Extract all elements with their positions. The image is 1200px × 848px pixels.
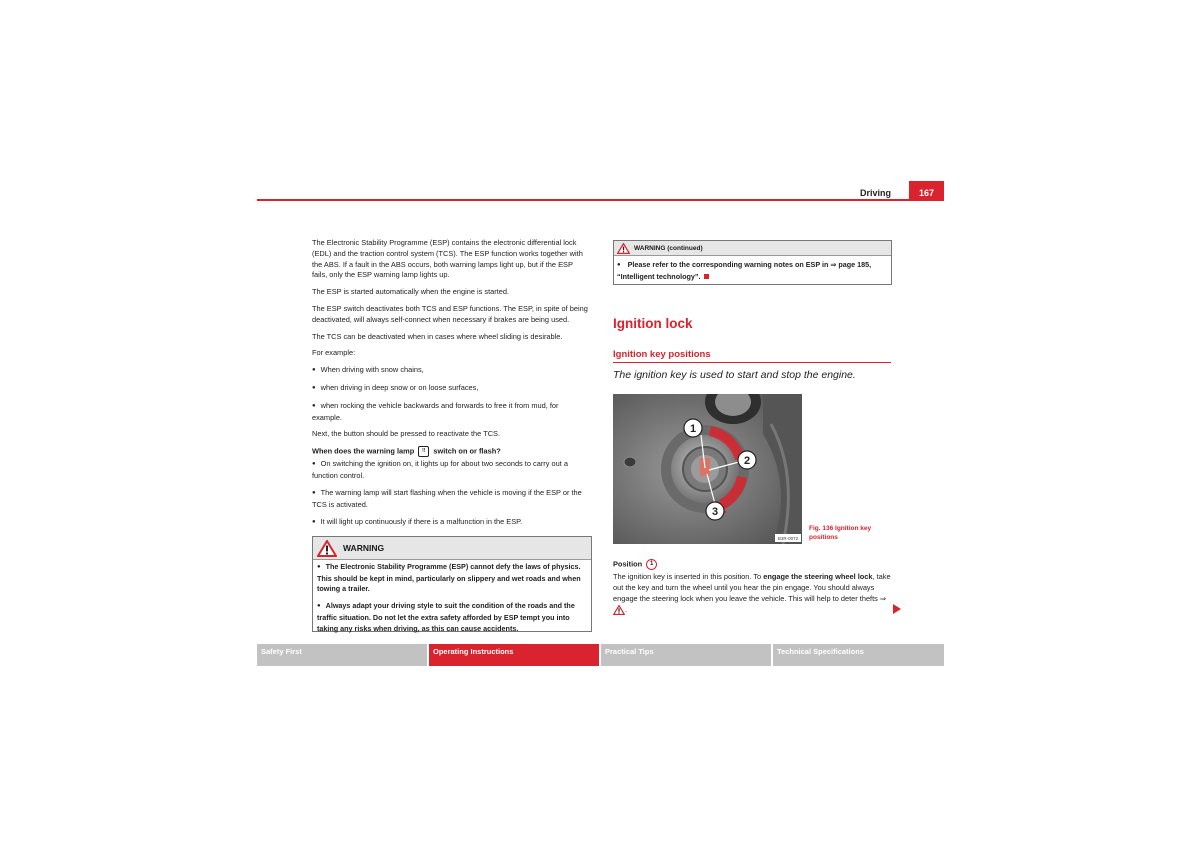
footer-tab-practical-tips[interactable]: Practical Tips <box>601 644 771 666</box>
warning-triangle-icon <box>617 243 630 254</box>
warning-continued-box <box>613 240 892 285</box>
warning-item: ● Please refer to the corresponding warning notes on ESP in ⇒ page 185, “Intelligent technology”. <box>617 260 888 282</box>
position-heading: Position 1 <box>613 559 895 570</box>
end-marker-icon <box>704 274 709 279</box>
paragraph: The Electronic Stability Programme (ESP) contains the electronic differential lock (EDL) and the traction control system (TCS). The ESP function works together with the ABS. If a fault in the ABS occurs, both warning lamps light up, but if the ESP fails, only the ESP warning lamp lights up. <box>312 238 583 280</box>
lamp-heading: When does the warning lamp !! switch on or flash? <box>312 446 501 456</box>
warning-item: ● The Electronic Stability Programme (ESP) cannot defy the laws of physics. This should be kept in mind, particularly on slippery and wet roads and when towing a trailer. <box>317 562 587 595</box>
callout-2-label: 2 <box>743 455 751 467</box>
figure-code: B3R-0072 <box>777 536 799 541</box>
list-item: ● When driving with snow chains, <box>312 365 589 377</box>
list-item: ● when driving in deep snow or on loose surfaces, <box>312 383 589 395</box>
footer-tab-operating-instructions[interactable]: Operating Instructions <box>429 644 599 666</box>
position-number: 1 <box>646 559 657 570</box>
footer-tab-technical-specifications[interactable]: Technical Specifications <box>773 644 944 666</box>
lead-text: The ignition key is used to start and stop the engine. <box>613 369 856 381</box>
callout-3-label: 3 <box>711 506 719 518</box>
left-column <box>312 238 589 534</box>
header-rule <box>257 199 944 201</box>
paragraph: The ESP is started automatically when the engine is started. <box>312 287 510 297</box>
section-heading: Ignition lock <box>613 316 693 331</box>
ignition-key-figure <box>613 394 802 544</box>
warning-box <box>312 536 592 632</box>
list-item: ● The warning lamp will start flashing when the vehicle is moving if the ESP or the TCS is activated. <box>312 488 589 511</box>
warning-triangle-icon <box>613 605 625 615</box>
subsection-heading: Ignition key positions <box>613 349 891 363</box>
callout-1-label: 1 <box>689 423 697 435</box>
warning-triangle-icon <box>317 540 337 557</box>
paragraph: Next, the button should be pressed to reactivate the TCS. <box>312 429 501 439</box>
list-item: ● It will light up continuously if there is a malfunction in the ESP. <box>312 517 589 529</box>
section-title: Driving <box>859 188 891 198</box>
footer-tab-safety-first[interactable]: Safety First <box>257 644 427 666</box>
paragraph: The ignition key is inserted in this position. To engage the steering wheel lock, take out the key and turn the wheel until you hear the pin engage. You should always engage the steering lock when you leave the vehicle. This will help to deter thefts ⇒ . <box>613 572 891 614</box>
warning-header: WARNING <box>313 537 591 560</box>
warning-header: WARNING (continued) <box>614 241 891 256</box>
figure-caption: Fig. 136 Ignition key positions <box>809 525 872 541</box>
paragraph: For example: <box>312 348 356 358</box>
paragraph: The TCS can be deactivated when in cases where wheel sliding is desirable. <box>312 331 563 341</box>
esp-lamp-icon: !! <box>418 446 429 457</box>
warning-item: ● Always adapt your driving style to suit the condition of the roads and the traffic situation. Do not let the extra safety afforded by ESP tempt you into taking any risks when driving, as this can cause accidents. <box>317 601 587 634</box>
continue-arrow-icon <box>893 604 901 614</box>
page-number: 167 <box>909 181 944 201</box>
position-section <box>613 559 895 615</box>
list-item: ● when rocking the vehicle backwards and forwards to free it from mud, for example. <box>312 401 589 424</box>
paragraph: The ESP switch deactivates both TCS and ESP functions. The ESP, in spite of being deactivated, will always self-connect when necessary if brakes are being used. <box>312 303 588 324</box>
list-item: ● On switching the ignition on, it lights up for about two seconds to carry out a function control. <box>312 459 589 482</box>
